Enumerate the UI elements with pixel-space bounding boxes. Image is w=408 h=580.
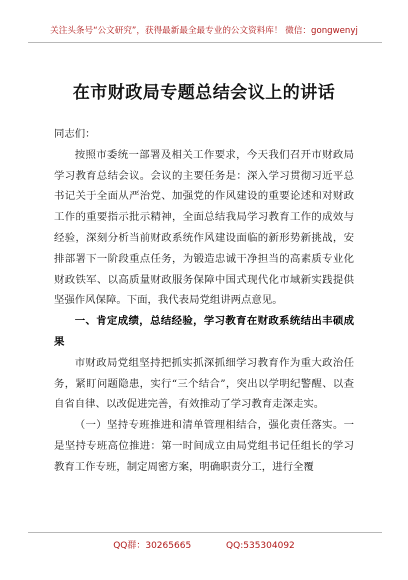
- section-paragraph: （一）坚持专班推进和清单管理相结合，强化责任落实。一是坚持专班高位推进：第一时间成立由局党组书记任组长的学习教育工作专班，制定周密方案，明确职责分工，进行全覆: [54, 419, 354, 473]
- salutation: 同志们：: [54, 128, 96, 140]
- section-paragraph: 市财政局党组坚持把抓实抓深抓细学习教育作为重大政治任务，紧盯问题隐患，实行“三个结合”，突出以学明纪警醒、以查自省自律、以改促进完善，有效推动了学习教育走深走实。: [54, 356, 354, 411]
- document-body: [54, 124, 354, 478]
- footer-contacts: [0, 538, 408, 551]
- header-divider: [28, 42, 382, 43]
- section-heading: 一、肯定成绩，总结经验，学习教育在财政系统结出丰硕成果: [54, 315, 354, 348]
- footer-divider: [28, 532, 382, 533]
- header-notice: 关注头条号“公文研究”，获得最新最全最专业的公文资料库！ 微信：gongwenyj: [50, 26, 358, 36]
- qq-text: QQ:535304092: [226, 541, 295, 551]
- qq-group-text: QQ群：30265665: [113, 541, 192, 551]
- intro-paragraph: 按照市委统一部署及相关工作要求，今天我们召开市财政局学习教育总结会议。会议的主要任务是：深入学习贯彻习近平总书记关于全面从严治党、加强党的作风建设的重要论述和对财政工作的重要指示批示精神，全面总结我局学习教育工作的成效与经验，深刻分析当前财政系统作风建设面临的新形势新挑战，安排部署下一阶段重点任务，为锻造忠诚干净担当的高素质专业化财政铁军、以高质量财政服务保障中国式现代化市域新实践提供坚强作风保障。下面，我代表局党组讲两点意见。: [54, 148, 354, 307]
- document-title: 在市财政局专题总结会议上的讲话: [72, 83, 336, 103]
